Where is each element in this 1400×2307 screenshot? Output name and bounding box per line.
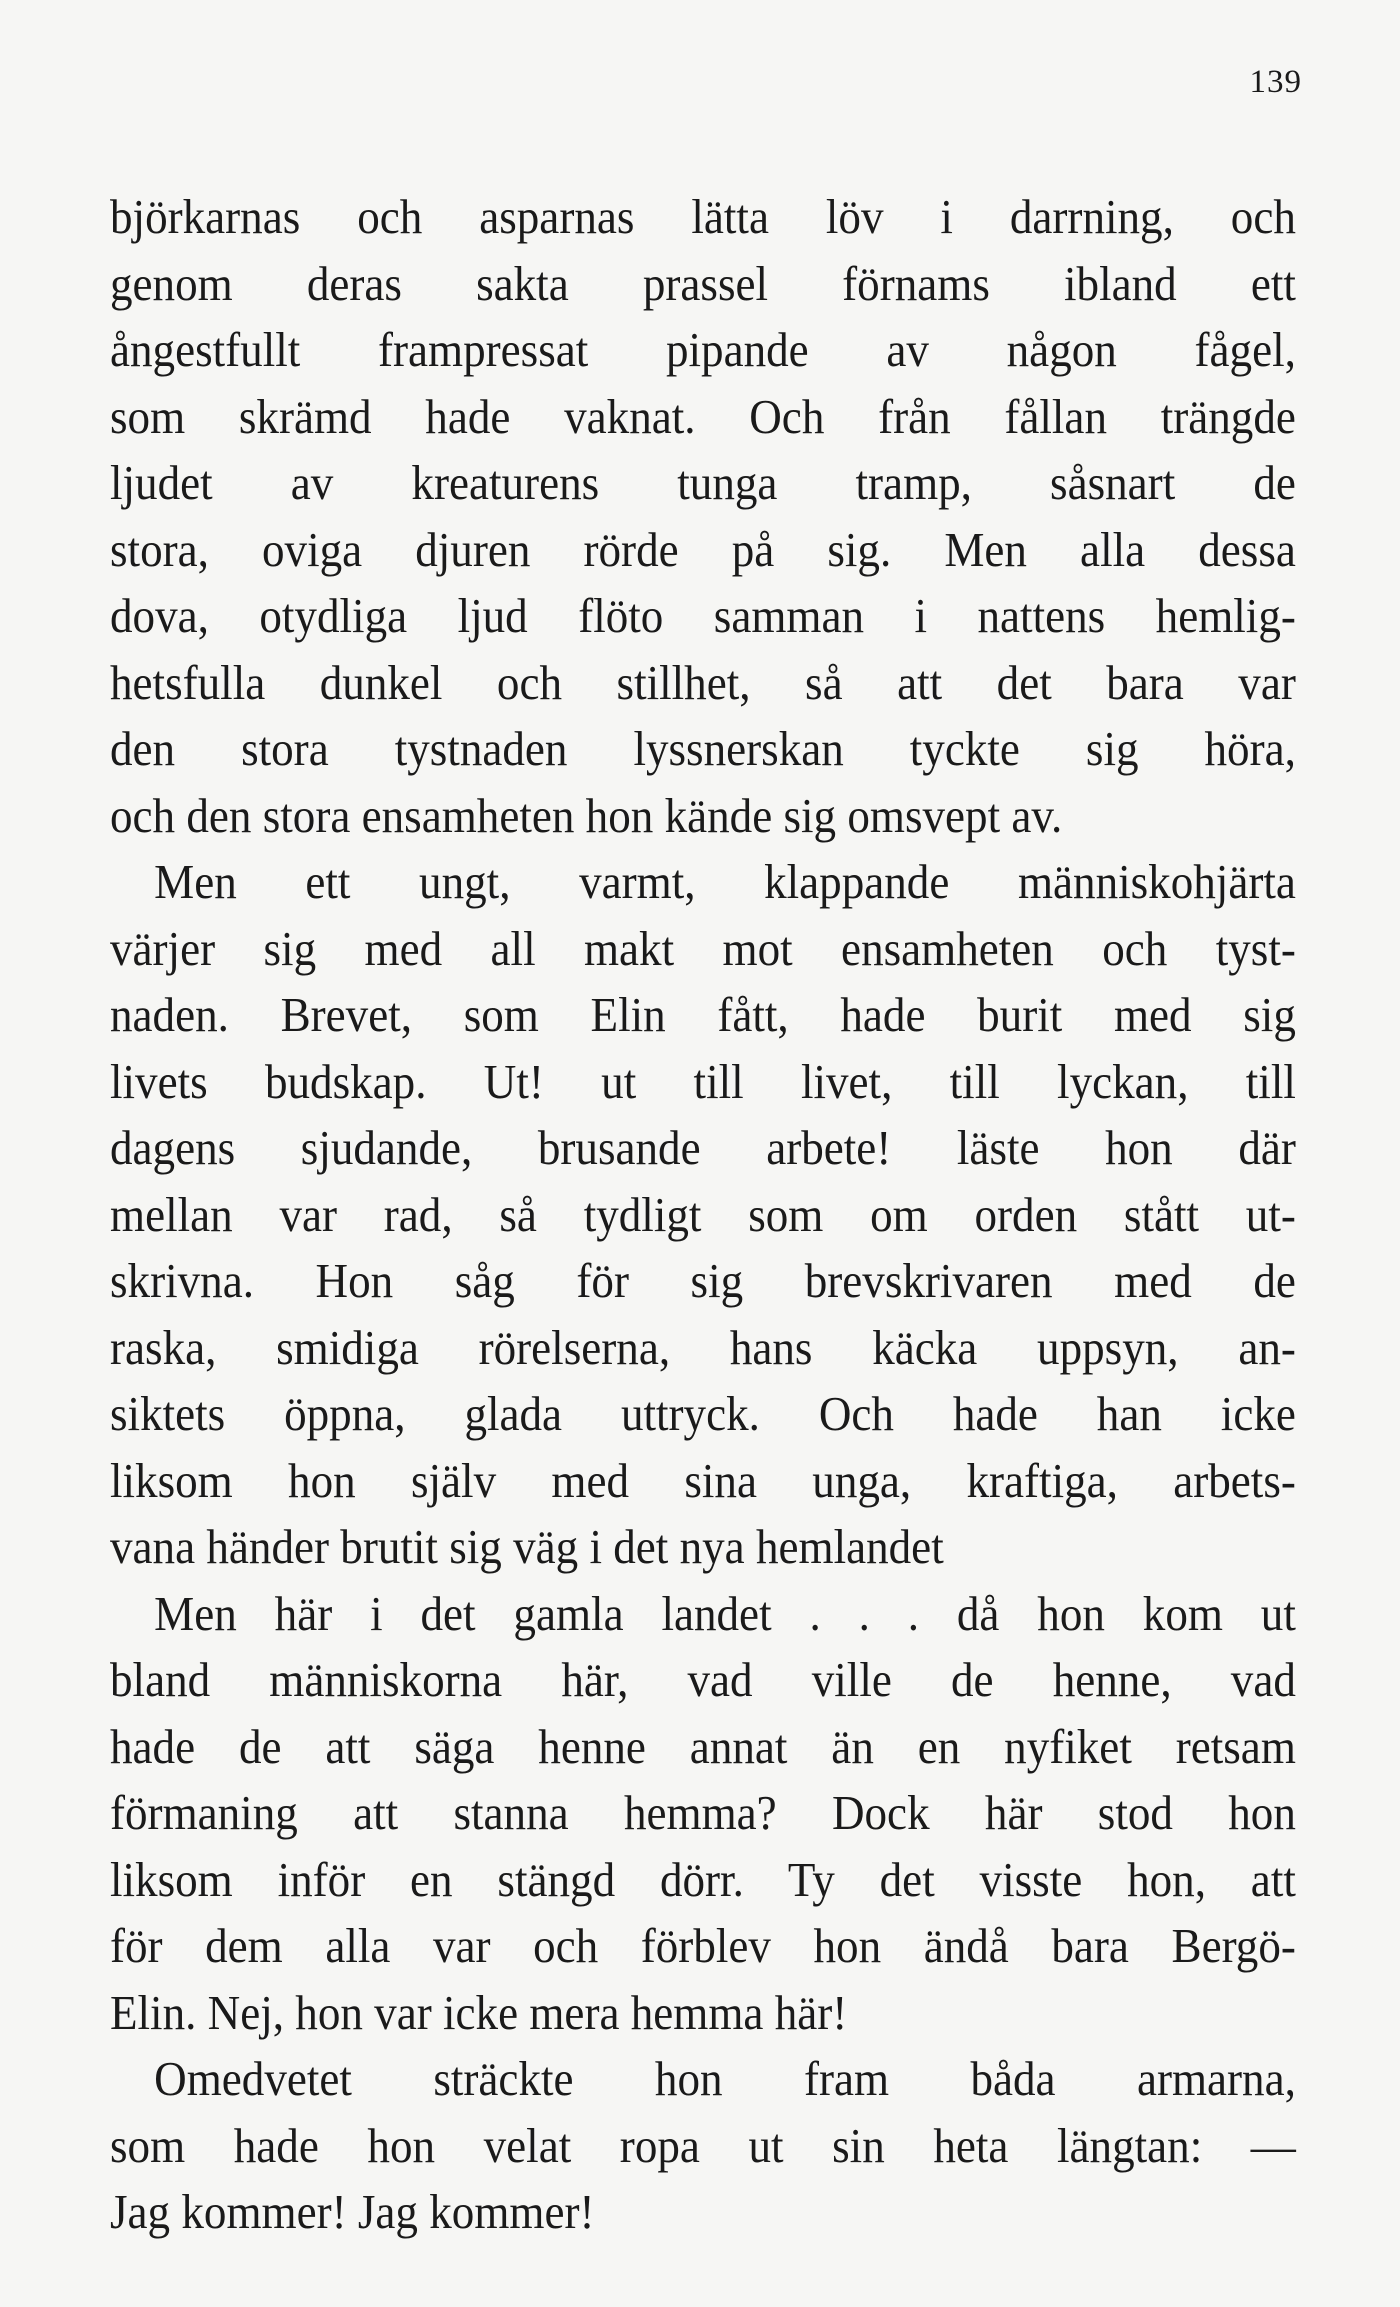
text-line: förmaning att stanna hemma? Dock här stod hon — [110, 1785, 1296, 1840]
page-number: 139 — [1249, 64, 1302, 100]
text-line: Jag kommer! Jag kommer! — [110, 2184, 595, 2239]
text-line: stora, oviga djuren rörde på sig. Men alla dessa — [110, 521, 1296, 577]
text-line: Men här i det gamla landet . . . då hon kom ut — [154, 1585, 1296, 1641]
text-line: hetsfulla dunkel och stillhet, så att det bara var — [110, 654, 1296, 710]
text-line: och den stora ensamheten hon kände sig omsvept av. — [110, 787, 1063, 843]
text-line: genom deras sakta prassel förnams ibland ett — [110, 255, 1296, 311]
text-line: skrivna. Hon såg för sig brevskrivaren med de — [110, 1253, 1296, 1308]
text-line: Omedvetet sträckte hon fram båda armarna, — [154, 2051, 1296, 2106]
text-line: siktets öppna, glada uttryck. Och hade han icke — [110, 1386, 1296, 1441]
text-line: björkarnas och asparnas lätta löv i darrning, och — [110, 189, 1296, 244]
text-line: för dem alla var och förblev hon ändå bara Bergö- — [110, 1918, 1296, 1973]
text-line: dova, otydliga ljud flöto samman i nattens hemlig- — [110, 588, 1296, 643]
text-line: Elin. Nej, hon var icke mera hemma här! — [110, 1984, 848, 2040]
text-line: raska, smidiga rörelserna, hans käcka uppsyn, an- — [110, 1319, 1296, 1375]
text-line: värjer sig med all makt mot ensamheten och tyst- — [110, 920, 1296, 976]
text-line: naden. Brevet, som Elin fått, hade burit med sig — [110, 987, 1296, 1042]
text-line: som skrämd hade vaknat. Och från fållan trängde — [110, 388, 1296, 444]
text-line: vana händer brutit sig väg i det nya hemlandet — [110, 1519, 944, 1574]
text-line: liksom inför en stängd dörr. Ty det visste hon, att — [110, 1851, 1296, 1907]
text-line: mellan var rad, så tydligt som om orden stått ut- — [110, 1186, 1296, 1242]
text-line: som hade hon velat ropa ut sin heta längtan: — — [110, 2117, 1296, 2173]
text-line: bland människorna här, vad ville de henne, vad — [110, 1652, 1296, 1707]
text-line: dagens sjudande, brusande arbete! läste hon där — [110, 1120, 1296, 1175]
text-line: Men ett ungt, varmt, klappande människohjärta — [154, 854, 1296, 909]
text-line: ångestfullt frampressat pipande av någon fågel, — [110, 322, 1296, 377]
text-line: hade de att säga henne annat än en nyfiket retsam — [110, 1718, 1296, 1774]
text-line: liksom hon själv med sina unga, kraftiga, arbets- — [110, 1452, 1296, 1508]
text-line: den stora tystnaden lyssnerskan tyckte sig höra, — [110, 721, 1296, 776]
text-line: livets budskap. Ut! ut till livet, till lyckan, till — [110, 1053, 1296, 1109]
text-line: ljudet av kreaturens tunga tramp, såsnart de — [110, 455, 1296, 510]
body-text — [110, 184, 1296, 2246]
